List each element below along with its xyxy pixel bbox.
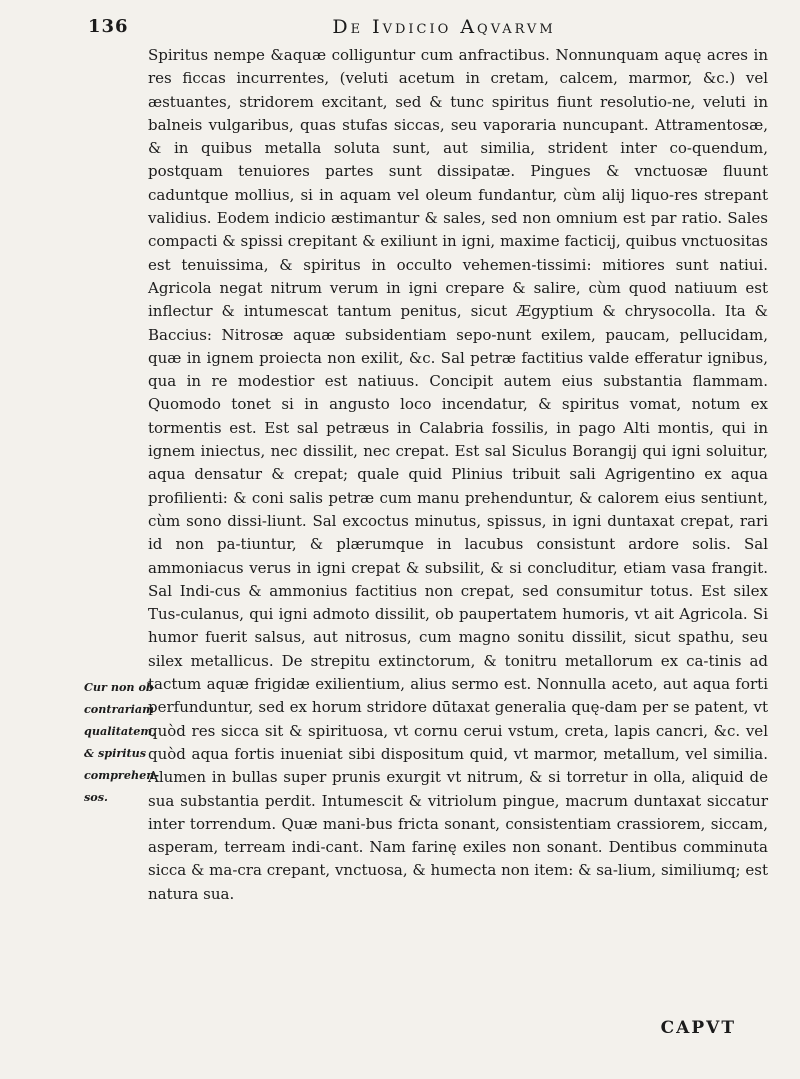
body-text bbox=[148, 44, 768, 906]
marginal-note-line: & spiritus bbox=[84, 746, 147, 760]
marginal-note-line: sos. bbox=[84, 790, 108, 804]
marginal-note-line: qualitatem, bbox=[84, 724, 157, 738]
marginal-note bbox=[84, 676, 159, 808]
running-title: De Ivdicio Aqvarvm bbox=[332, 16, 556, 38]
marginal-note-line: contrariam bbox=[84, 702, 154, 716]
marginal-note-line: comprehen- bbox=[84, 768, 159, 782]
paragraph: Spiritus nempe &aquæ colliguntur cum anfractibus. Nonnunquam aquę acres in res ficcas incurrentes, (veluti acetum in cretam, calcem, marmor, &c.) vel æstuantes, stridorem excitant, sed & tunc spiritus fiunt resolutio-ne, veluti in balneis vulgaribus, quas stufas siccas, seu vaporaria nuncupant. Attramentosæ, & in quibus metalla soluta sunt, aut similia, strident inter co-quendum, postquam tenuiores partes sunt dissipatæ. Pingues & vnctuosæ fluunt caduntque mollius, si in aquam vel oleum fundantur, cùm alij liquo-res strepant validius. Eodem indicio æstimantur & sales, sed non omnium est par ratio. Sales compacti & spissi crepitant & exiliunt in igni, maxime facticij, quibus vnctuositas est tenuissima, & spiritus in occulto vehemen-tissimi: mitiores sunt natiui. Agricola negat nitrum verum in igni crepare & salire, cùm quod natiuum est inflectur & intumescat tantum penitus, sicut Ægyptium & chrysocolla. Ita & Baccius: Nitrosæ aquæ subsidentiam sepo-nunt exilem, paucam, pellucidam, quæ in ignem proiecta non exilit, &c. Sal petræ factitius valde efferatur ignibus, qua in re modestior est natiuus. Concipit autem eius substantia flammam. Quomodo tonet si in angusto loco incendatur, & spiritus vomat, notum ex tormentis est. Est sal petræus in Calabria fossilis, in pago Alti montis, qui in ignem iniectus, nec dissilit, nec crepat. Est sal Siculus Borangij qui igni soluitur, aqua densatur & crepat; quale quid Plinius tribuit sali Agrigentino ex aqua profilienti: & coni salis petræ cum manu prehenduntur, & calorem eius sentiunt, cùm sono dissi-liunt. Sal excoctus minutus, spissus, in igni duntaxat crepat, rari id non pa-tiuntur, & plærumque in lacubus consistunt ardore solis. Sal ammoniacus verus in igni crepat & subsilit, & si concluditur, etiam vasa frangit. Sal Indi-cus & ammonius factitius non crepat, sed consumitur totus. Est silex Tus-culanus, qui igni admoto dissilit, ob paupertatem humoris, vt ait Agricola. Si humor fuerit salsus, aut nitrosus, cum magno sonitu dissilit, sicut spathu, seu silex metallicus. De strepitu extinctorum, & tonitru metallorum ex ca-tinis ad tactum aquæ frigidæ exilientium, alius sermo est. Nonnulla aceto, aut aqua forti perfunduntur, sed ex horum stridore dūtaxat generalia quę-dam per se patent, vt quòd res sicca sit & spirituosa, vt cornu cerui vstum, creta, lapis cancri, &c. vel quòd aqua fortis inueniat sibi dispositum quid, vt marmor, metallum, vel similia. Alumen in bullas super prunis exurgit vt nitrum, & si torretur in olla, aliquid de sua substantia perdit. Intumescit & vitriolum pingue, macrum duntaxat siccatur inter torrendum. Quæ mani-bus fricta sonant, consistentiam crassiorem, siccam, asperam, terream indi-cant. Nam farinę exiles non sonant. Dentibus comminuta sicca & ma-cra crepant, vnctuosa, & humecta non item: & sa-lium, similiumq; est natura sua. bbox=[148, 46, 768, 903]
page-number: 136 bbox=[88, 16, 129, 37]
catchword: CAPVT bbox=[660, 1018, 736, 1038]
marginal-note-line: Cur non ob bbox=[84, 680, 154, 694]
running-head bbox=[88, 16, 760, 44]
